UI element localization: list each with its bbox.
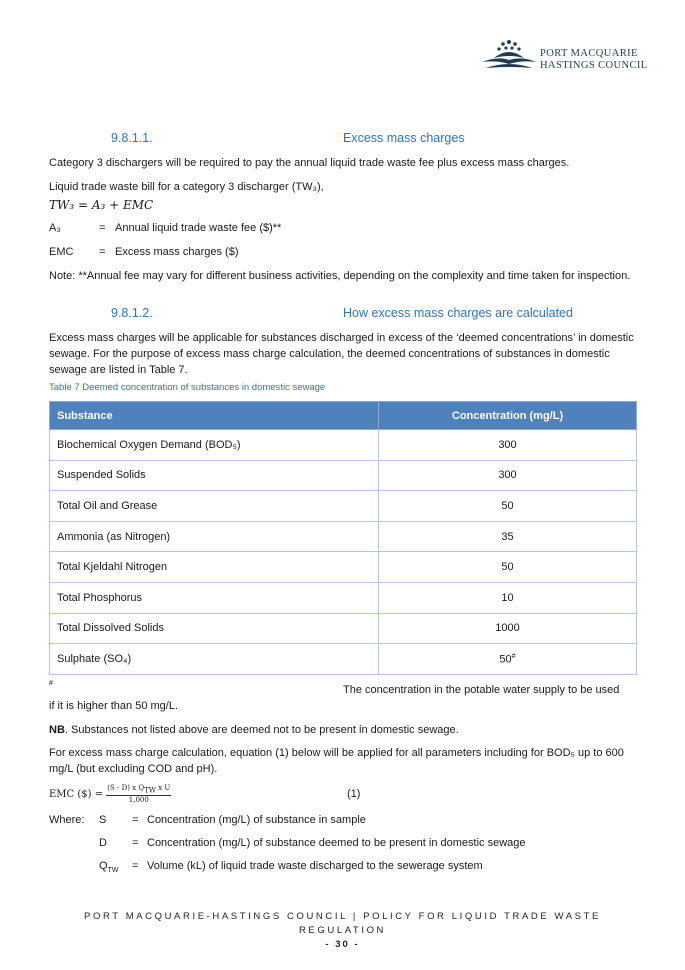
definition-row [49, 246, 449, 262]
paragraph: Excess mass charges will be applicable for substances discharged in excess of the ‘deemed concentrations’ in domestic sewage. For the purpose of excess mass charge calculation, the deemed concentrations of substances in domestic sewage are listed in Table 7. [49, 332, 634, 376]
substance-cell: Total Dissolved Solids [50, 613, 379, 644]
where-text: Concentration (mg/L) of substance in sample [147, 814, 366, 826]
where-symbol: S [99, 814, 107, 826]
substance-cell: Total Oil and Grease [50, 491, 379, 522]
concentration-table [49, 401, 637, 675]
page-number: - 30 - [325, 939, 360, 950]
footer-line-1: PORT MACQUARIE-HASTINGS COUNCIL | POLICY FOR LIQUID TRADE WASTE [84, 911, 601, 922]
formula-number: (1) [347, 788, 361, 800]
substance-cell: Total Kjeldahl Nitrogen [50, 552, 379, 583]
nb-paragraph [49, 722, 639, 738]
concentration-cell: 50 [379, 491, 637, 522]
logo-text [540, 48, 648, 72]
substance-cell: Biochemical Oxygen Demand (BOD₅) [50, 430, 379, 461]
section-number-2: 9.8.1.2. [111, 306, 153, 320]
where-symbol: $Q_{TW}$ [99, 860, 119, 875]
footnote-text: The concentration in the potable water supply to be used [343, 684, 620, 696]
where-equals: = [132, 860, 139, 872]
concentration-cell: 50# [379, 644, 637, 675]
note: Note: **Annual fee may vary for different business activities, depending on the complexity and time taken for inspection. [49, 270, 631, 282]
table-row [50, 430, 637, 461]
section-number-1: 9.8.1.1. [111, 131, 153, 145]
where-equals: = [132, 837, 139, 849]
logo-icon [478, 38, 538, 78]
where-text: Volume (kL) of liquid trade waste discharged to the sewerage system [147, 860, 483, 872]
logo-line-1: PORT MACQUARIE [540, 48, 638, 59]
table-header-concentration: Concentration (mg/L) [379, 402, 637, 430]
substance-cell: Suspended Solids [50, 460, 379, 491]
footnote-mark: # [49, 680, 53, 687]
concentration-cell: 1000 [379, 613, 637, 644]
table-row [50, 582, 637, 613]
paragraph: For excess mass charge calculation, equation (1) below will be applied for all parameters including for BOD₅ up to 600 mg/L (but excluding COD and pH). [49, 747, 624, 775]
where-row [49, 837, 609, 853]
concentration-cell: 50 [379, 552, 637, 583]
nb-text: . Substances not listed above are deemed not to be present in domestic sewage. [64, 724, 459, 736]
definition-text: Excess mass charges ($) [115, 246, 239, 258]
definition-equals: = [99, 246, 106, 258]
formula-fraction [106, 784, 171, 805]
section-title-1: Excess mass charges [343, 131, 465, 145]
where-label: Where: [49, 814, 85, 826]
emc-formula [49, 784, 171, 805]
table-header-substance: Substance [50, 402, 379, 430]
table-row [50, 521, 637, 552]
definition-symbol: EMC [49, 246, 74, 258]
formula-lhs: EMC ($) = [49, 789, 104, 801]
logo-line-2: HASTINGS COUNCIL [540, 60, 648, 71]
substance-cell: Total Phosphorus [50, 582, 379, 613]
concentration-cell: 10 [379, 582, 637, 613]
paragraph: Category 3 dischargers will be required to pay the annual liquid trade waste fee plus excess mass charges. [49, 157, 570, 169]
formula-numerator: (S - D) x $Q_{TW}$ x U [107, 784, 171, 795]
council-logo [478, 38, 648, 78]
where-row [49, 814, 609, 830]
definition-equals: = [99, 222, 106, 234]
definition-symbol: A₃ [49, 222, 61, 234]
equation-tw3: TW₃ = A₃ + EMC [49, 198, 154, 212]
where-text: Concentration (mg/L) of substance deemed to be present in domestic sewage [147, 837, 526, 849]
formula-denominator: 1,000 [128, 796, 149, 805]
concentration-cell: 35 [379, 521, 637, 552]
substance-cell: Sulphate (SO₄) [50, 644, 379, 675]
table-row [50, 552, 637, 583]
concentration-cell: 300 [379, 460, 637, 491]
table-row [50, 460, 637, 491]
where-equals: = [132, 814, 139, 826]
table-header-row [50, 402, 637, 430]
where-row [49, 860, 609, 876]
table-row [50, 613, 637, 644]
paragraph: Liquid trade waste bill for a category 3 discharger (TW₃), [49, 181, 324, 193]
definition-text: Annual liquid trade waste fee ($)** [115, 222, 282, 234]
table-caption: Table 7 Deemed concentration of substances in domestic sewage [49, 382, 326, 393]
substance-cell: Ammonia (as Nitrogen) [50, 521, 379, 552]
footer-line-2: REGULATION [298, 925, 387, 936]
footer [0, 910, 685, 952]
section-title-2: How excess mass charges are calculated [343, 306, 573, 320]
footnote-text-continued: if it is higher than 50 mg/L. [49, 700, 179, 712]
definition-row [49, 222, 449, 238]
table-row [50, 491, 637, 522]
concentration-cell: 300 [379, 430, 637, 461]
nb-label: NB [49, 724, 65, 736]
table-row [50, 644, 637, 675]
where-symbol: D [99, 837, 107, 849]
